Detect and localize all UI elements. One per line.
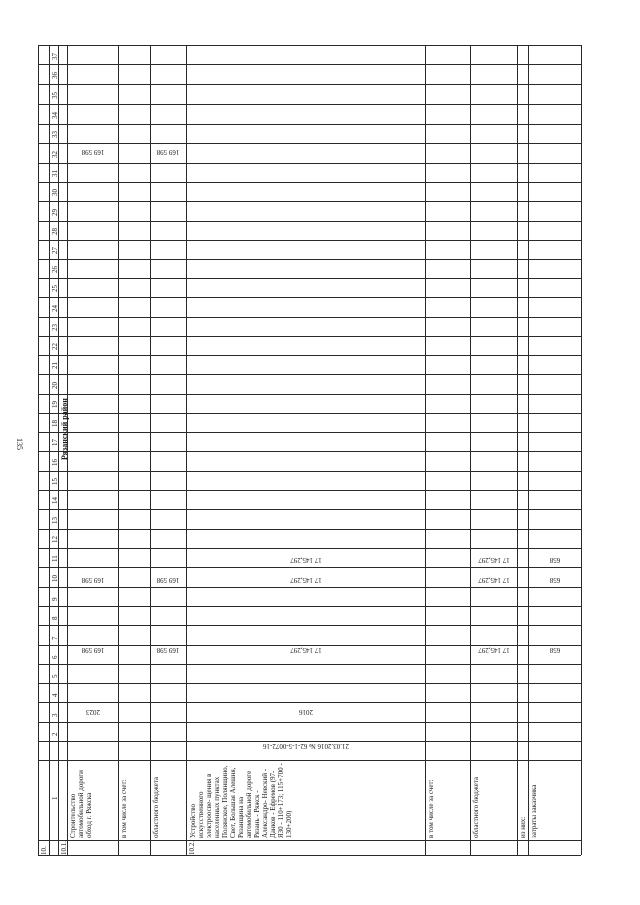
col-number: 22 <box>51 343 59 350</box>
col-number: 36 <box>51 72 59 79</box>
row-id: 10.2. <box>188 841 196 855</box>
cell-value: 169 598 <box>156 148 180 156</box>
col-line <box>38 104 581 105</box>
col-number: 27 <box>51 247 59 254</box>
row-id: 10. <box>40 846 48 855</box>
col-line <box>38 317 581 318</box>
col-number: 4 <box>51 693 59 697</box>
row-line <box>425 45 426 855</box>
col-number: 23 <box>51 324 59 331</box>
table-border-right <box>581 45 582 855</box>
col-line <box>38 201 581 202</box>
row-name: Устройство искусственного электроосве- щения в населенных пунктах Полянское, Полянщино, Свет, Большая Алешня, Рязанщина на автомобильной дороге Рязань - Ряжск - Александро- Невский - Данков - Ефремов (97-ЯЗ0 - 110+173; 115+700 - 130+200) <box>189 763 293 838</box>
col-number: 25 <box>51 285 59 292</box>
col-line <box>38 64 581 65</box>
cell-value: 169 598 <box>156 646 180 654</box>
row-name: областного бюджета <box>152 777 160 838</box>
row-line <box>118 45 119 855</box>
col-line <box>38 587 581 588</box>
col-number: 5 <box>51 674 59 678</box>
region-header: Рязанский район <box>60 398 69 460</box>
col-number: 26 <box>51 266 59 273</box>
row-id: 10.1. <box>60 841 68 855</box>
col-number: 2 <box>51 732 59 736</box>
col-number: 10 <box>51 575 59 582</box>
col-number: 37 <box>51 53 59 60</box>
cell-value: 17 145,297 <box>290 646 322 654</box>
cell-value: 17 145,297 <box>478 576 510 584</box>
col-number: 14 <box>51 497 59 504</box>
col-number: 21 <box>51 362 59 369</box>
cell-value: 17 145,297 <box>290 576 322 584</box>
cell-value: 658 <box>549 556 561 564</box>
col-number: 32 <box>51 151 59 158</box>
page-number: 135 <box>15 438 24 450</box>
col-line <box>38 509 581 510</box>
col-number: 7 <box>51 636 59 640</box>
col-line <box>38 413 581 414</box>
row-doc: 21.03.2016 № 62-1-5-0072-16 <box>263 742 350 750</box>
col-line <box>38 355 581 356</box>
table-border-bottom <box>38 855 581 856</box>
row-name: Строительство автомобильной дороги обход г. Ряжска <box>69 770 93 838</box>
table-border-top <box>38 45 581 46</box>
col-number: 15 <box>51 478 59 485</box>
col-line <box>38 297 581 298</box>
table-border-left <box>38 45 39 855</box>
col-number: 34 <box>51 112 59 119</box>
col-line <box>38 625 581 626</box>
col-number: 19 <box>51 401 59 408</box>
col-line <box>38 84 581 85</box>
col-line <box>38 163 581 164</box>
col-line <box>38 278 581 279</box>
col-line <box>38 471 581 472</box>
row-name: затраты заказчика <box>530 784 538 838</box>
col-number: 8 <box>51 616 59 620</box>
row-line <box>517 45 518 855</box>
col-number: 6 <box>51 655 59 659</box>
col-number: 17 <box>51 439 59 446</box>
row-line <box>150 45 151 855</box>
col-number: 18 <box>51 420 59 427</box>
col-line <box>38 124 581 125</box>
row-name: в том числе за счет: <box>120 779 128 838</box>
col-number: 20 <box>51 382 59 389</box>
cell-value: 169 598 <box>81 646 105 654</box>
col-line <box>38 336 581 337</box>
col-number: 24 <box>51 305 59 312</box>
col-line <box>38 722 581 723</box>
row-year: 2023 <box>86 708 100 716</box>
row-line <box>528 45 529 855</box>
row-line <box>49 45 50 855</box>
cell-value: 17 145,297 <box>478 646 510 654</box>
col-line <box>38 259 581 260</box>
col-line <box>38 451 581 452</box>
col-line <box>38 182 581 183</box>
col-number: 33 <box>51 131 59 138</box>
cell-value: 169 598 <box>156 576 180 584</box>
col-number: 35 <box>51 92 59 99</box>
col-line <box>38 548 581 549</box>
cell-value: 17 145,297 <box>478 556 510 564</box>
col-line <box>38 432 581 433</box>
col-number: 3 <box>51 713 59 717</box>
col-number: 13 <box>51 517 59 524</box>
row-name: областного бюджета <box>472 777 480 838</box>
row-year: 2016 <box>299 708 313 716</box>
col-number: 29 <box>51 209 59 216</box>
col-line <box>38 664 581 665</box>
col-number: 28 <box>51 228 59 235</box>
col-line <box>38 143 581 144</box>
col-number: 9 <box>51 597 59 601</box>
col-number: 16 <box>51 459 59 466</box>
cell-value: 17 145,297 <box>290 556 322 564</box>
col-number: 30 <box>51 189 59 196</box>
col-line <box>38 683 581 684</box>
col-line <box>38 567 581 568</box>
col-line <box>38 490 581 491</box>
row-name: из них: <box>519 816 527 838</box>
cell-value: 658 <box>549 646 561 654</box>
col-line <box>38 702 581 703</box>
cell-value: 658 <box>549 576 561 584</box>
col-line <box>38 840 581 841</box>
cell-value: 169 598 <box>81 148 105 156</box>
col-number: 12 <box>51 536 59 543</box>
col-line <box>38 606 581 607</box>
row-name: в том числе за счет: <box>427 779 435 838</box>
col-number: 11 <box>51 555 59 562</box>
col-number: 1 <box>51 796 59 800</box>
col-line <box>38 240 581 241</box>
col-number: 31 <box>51 170 59 177</box>
col-line <box>38 394 581 395</box>
row-line <box>470 45 471 855</box>
cell-value: 169 598 <box>81 576 105 584</box>
row-line <box>186 45 187 855</box>
col-line <box>38 529 581 530</box>
col-line <box>38 221 581 222</box>
col-line <box>38 374 581 375</box>
